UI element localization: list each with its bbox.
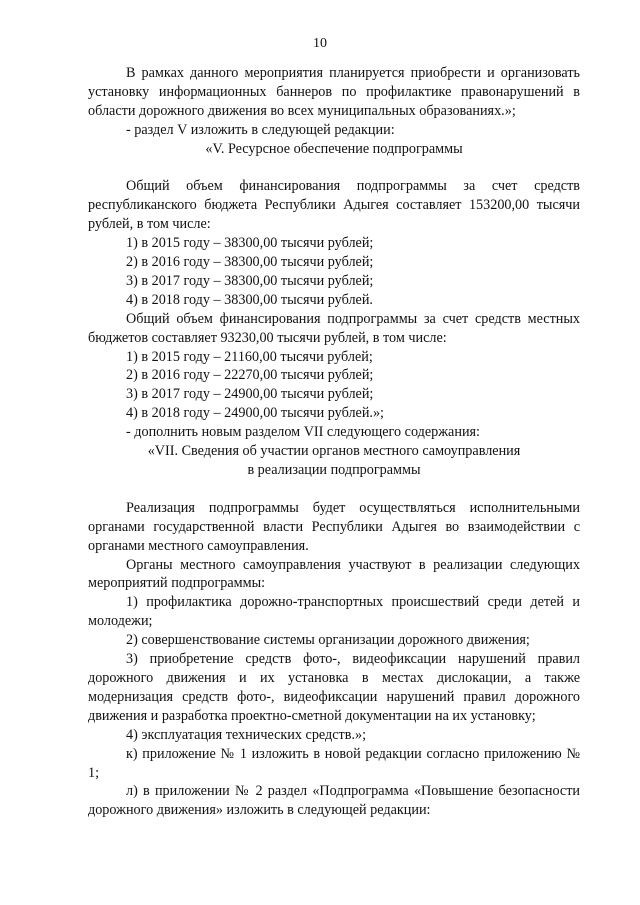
paragraph-implementation: Реализация подпрограммы будет осуществляться исполнительными органами государственной власти Республики Адыгея во взаимодействии с органами местного самоуправления. <box>88 499 580 554</box>
list-item-republic-2018: 4) в 2018 году – 38300,00 тысячи рублей. <box>126 291 373 308</box>
document-body <box>88 64 580 820</box>
heading-section-v: «V. Ресурсное обеспечение подпрограммы <box>205 140 463 157</box>
list-item-local-2018: 4) в 2018 году – 24900,00 тысячи рублей.»; <box>126 405 384 422</box>
list-item-local-2015: 1) в 2015 году – 21160,00 тысячи рублей; <box>126 348 373 365</box>
list-item-republic-2016: 2) в 2016 году – 38300,00 тысячи рублей; <box>126 254 374 271</box>
paragraph-section-v-intro: - раздел V изложить в следующей редакции: <box>126 121 395 138</box>
blank-line <box>88 159 580 178</box>
list-item-local-2016: 2) в 2016 году – 22270,00 тысячи рублей; <box>126 367 374 384</box>
blank-line <box>88 480 580 499</box>
list-item-republic-2015: 1) в 2015 году – 38300,00 тысячи рублей; <box>126 235 374 252</box>
heading-section-vii-line1: «VII. Сведения об участии органов местного самоуправления <box>147 443 521 460</box>
paragraph-local-participation: Органы местного самоуправления участвуют в реализации следующих мероприятий подпрограммы: <box>88 556 580 592</box>
paragraph-republic-budget: Общий объем финансирования подпрограммы за счет средств республиканского бюджета Республики Адыгея составляет 153200,00 тысячи рублей, в том числе: <box>88 178 580 233</box>
list-item-republic-2017: 3) в 2017 году – 38300,00 тысячи рублей; <box>126 272 374 289</box>
paragraph-section-vii-intro: - дополнить новым разделом VII следующего содержания: <box>126 424 481 441</box>
list-item-measure-1: 1) профилактика дорожно-транспортных происшествий среди детей и молодежи; <box>88 594 580 630</box>
paragraph-banners: В рамках данного мероприятия планируется приобрести и организовать установку информационных баннеров по профилактике правонарушений в области дорожного движения во всех муниципальных образованиях.»; <box>88 65 580 119</box>
list-item-measure-4: 4) эксплуатация технических средств.»; <box>126 726 367 743</box>
list-item-local-2017: 3) в 2017 году – 24900,00 тысячи рублей; <box>126 386 374 403</box>
list-item-measure-3: 3) приобретение средств фото-, видеофиксации нарушений правил дорожного движения и их установка в местах дислокации, а также модернизация средств фото-, видеофиксации нарушений правил дорожного движения и разработка проектно-сметной документации на их установку; <box>88 651 580 724</box>
list-item-measure-2: 2) совершенствование системы организации дорожного движения; <box>126 632 530 649</box>
page-number: 10 <box>313 36 327 51</box>
heading-section-vii-line2: в реализации подпрограммы <box>247 462 421 479</box>
paragraph-item-k: к) приложение № 1 изложить в новой редакции согласно приложению № 1; <box>88 745 580 781</box>
paragraph-local-budget: Общий объем финансирования подпрограммы за счет средств местных бюджетов составляет 93230,00 тысячи рублей, в том числе: <box>88 310 580 346</box>
paragraph-item-l: л) в приложении № 2 раздел «Подпрограмма «Повышение безопасности дорожного движения» изложить в следующей редакции: <box>88 783 580 819</box>
